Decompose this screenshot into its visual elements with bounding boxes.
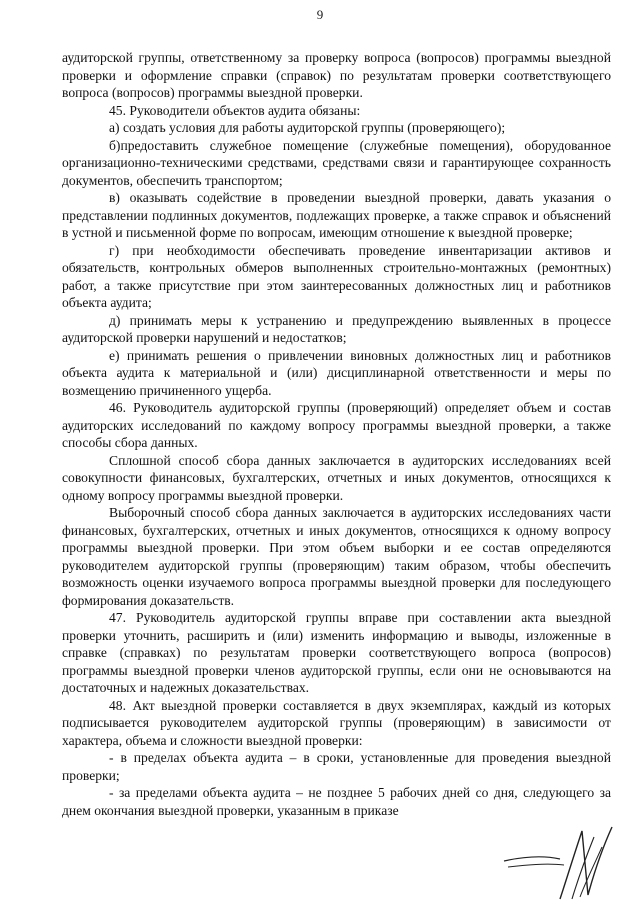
paragraph-45-a: а) создать условия для работы аудиторской группы (проверяющего); bbox=[109, 120, 506, 135]
paragraph-45-e: е) принимать решения о привлечении виновных должностных лиц и работников объекта аудита к материальной и (или) дисциплинарной ответственности и меры по возмещению причиненного ущерба. bbox=[62, 347, 611, 398]
paragraph-46: 46. Руководитель аудиторской группы (проверяющий) определяет объем и состав аудиторских исследований по каждому вопросу программы выездной проверки, а также способы сбора данных. bbox=[62, 400, 611, 450]
document-body bbox=[62, 49, 611, 819]
handwritten-signature bbox=[502, 821, 622, 901]
paragraph-45-b: б)предоставить служебное помещение (служебные помещения), оборудованное организационно-техническими средствами, средствами связи и гарантирующее сохранность документов, обеспечить транспортом; bbox=[62, 137, 611, 188]
paragraph-45-d: д) принимать меры к устранению и предупреждению выявленных в процессе аудиторской проверки нарушений и недостатков; bbox=[62, 312, 611, 345]
paragraph-48-within: - в пределах объекта аудита – в сроки, установленные для проведения выездной проверки; bbox=[62, 750, 611, 783]
paragraph-45-heading: 45. Руководители объектов аудита обязаны: bbox=[109, 102, 361, 118]
paragraph-48-outside: - за пределами объекта аудита – не позднее 5 рабочих дней со дня, следующего за днем окончания выездной проверки, указанным в приказе bbox=[62, 785, 611, 818]
paragraph-continuous-method: Сплошной способ сбора данных заключается в аудиторских исследованиях всей совокупности финансовых, бухгалтерских, отчетных и иных документов, относящихся к одному вопросу программы выездной проверки. bbox=[62, 452, 611, 503]
paragraph-sampling-method: Выборочный способ сбора данных заключается в аудиторских исследованиях части финансовых, бухгалтерских, отчетных и иных документов, относящихся к одному вопросу программы выездной проверки. При этом объем выборки и ее состав определяются руководителем аудиторской группы (проверяющим) таким образом, чтобы обеспечить возможность оценки изучаемого вопроса программы выездной проверки для последующего формирования доказательств. bbox=[62, 505, 611, 608]
paragraph-47: 47. Руководитель аудиторской группы вправе при составлении акта выездной проверки уточнить, расширить и (или) изменить информацию и выводы, изложенные в справке (справках) по результатам проверки соответствующего вопроса (вопросов) программы выездной проверки членов аудиторской группы, если они не основываются на достаточных и надежных доказательствах. bbox=[62, 610, 611, 695]
page-number: 9 bbox=[316, 7, 324, 22]
paragraph-48: 48. Акт выездной проверки составляется в двух экземплярах, каждый из которых подписывается руководителем аудиторской группы (проверяющим) в зависимости от характера, объема и сложности выездной проверки: bbox=[62, 697, 611, 748]
paragraph-continuation: аудиторской группы, ответственному за проверку вопроса (вопросов) программы выездной проверки и оформление справки (справок) по результатам проверки соответствующего вопроса (вопросов) программы выездной проверки. bbox=[62, 50, 611, 100]
paragraph-45-g: г) при необходимости обеспечивать проведение инвентаризации активов и обязательств, контрольных обмеров выполненных строительно-монтажных (ремонтных) работ, а также присутствие при этом заинтересованных должностных лиц и работников объекта аудита; bbox=[62, 242, 611, 310]
paragraph-45-v: в) оказывать содействие в проведении выездной проверки, давать указания о представлении подлинных документов, подлежащих проверке, а также справок и объяснений в устной и письменной форме по вопросам, имеющим отношение к выездной проверке; bbox=[62, 190, 611, 240]
